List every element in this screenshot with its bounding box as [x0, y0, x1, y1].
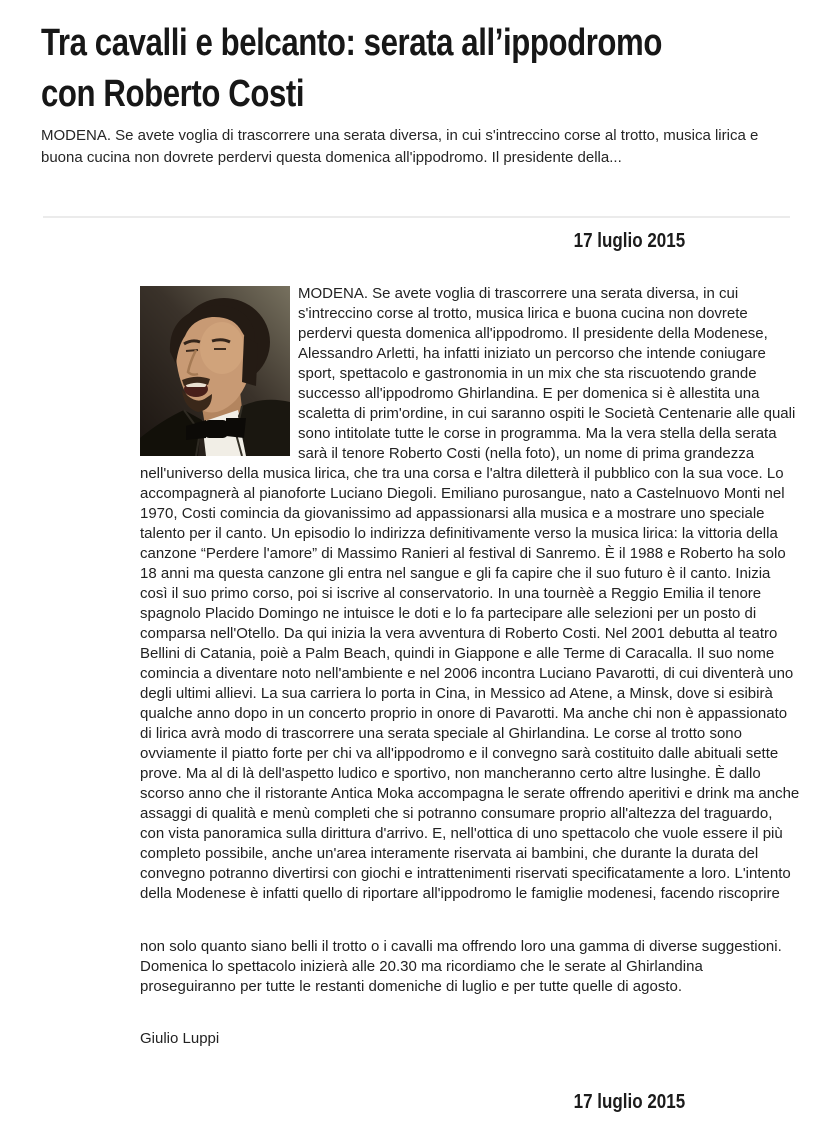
article-date-bottom-row — [0, 1091, 685, 1115]
section-divider — [43, 216, 790, 218]
article-paragraph-2: non solo quanto siano belli il trotto o i cavalli ma offrendo loro una gamma di diverse suggestioni. Domenica lo spettacolo inizierà alle 20.30 ma ricordiamo che le serate al Ghirlandina proseguiranno per tutte le restanti domeniche di luglio e per tutte quelle di agosto. — [140, 938, 782, 995]
roberto-costi-portrait-photo — [140, 286, 290, 456]
article-date-bottom: 17 luglio 2015 — [573, 1091, 685, 1113]
article-date-top-row — [0, 230, 685, 254]
headline-line-2: con Roberto Costi — [41, 73, 305, 115]
article-date-top: 17 luglio 2015 — [573, 230, 685, 252]
author-name: Giulio Luppi — [140, 1030, 220, 1047]
article-body — [140, 284, 800, 1049]
page-title — [0, 0, 823, 120]
article-lede: MODENA. Se avete voglia di trascorrere una serata diversa, in cui s'intreccino corse al trotto, musica lirica e buona cucina non dovrete perdervi questa domenica all'ippodromo. Il presidente della... — [41, 127, 759, 166]
headline-line-1: Tra cavalli e belcanto: serata all’ippodromo — [41, 22, 662, 64]
portrait-photo-graphic — [140, 286, 290, 456]
article-paragraph-1: MODENA. Se avete voglia di trascorrere una serata diversa, in cui s'intreccino corse al trotto, musica lirica e buona cucina non dovrete perdervi questa domenica all'ippodromo. Il presidente della Modenese, Alessandro Arletti, ha infatti iniziato un percorso che intende coniugare sport, spettacolo e gastronomia in un mix che sta riscuotendo grande successo all'ippodromo Ghirlandina. E per domenica si è allestita una scaletta di prim'ordine, in cui saranno ospiti le Società Centenarie alle quali sono intitolate tutte le corse in programma. Ma la vera stella della serata sarà il tenore Roberto Costi (nella foto), un nome di prima grandezza nell'universo della musica lirica, che tra una corsa e l'altra diletterà il pubblico con la sua voce. Lo accompagnerà al pianoforte Luciano Diegoli. Emiliano purosangue, nato a Castelnuovo Monti nel 1970, Costi comincia da giovanissimo ad appassionarsi alla musica e a mostrare uno speciale talento per il canto. Un episodio lo indirizza definitivamente verso la musica lirica: la vittoria della canzone “Perdere l'amore” di Massimo Ranieri al festival di Sanremo. È il 1988 e Roberto ha solo 18 anni ma questa canzone gli entra nel sangue e gli fa capire che il suo futuro è il canto. Inizia così il suo primo corso, poi si iscrive al conservatorio. In una tournèè a Reggio Emilia il tenore spagnolo Placido Domingo ne intuisce le doti e lo fa partecipare alle selezioni per un posto di comparsa nell'Otello. Da qui inizia la vera avventura di Roberto Costi. Nel 2001 debutta al teatro Bellini di Catania, poiè a Palm Beach, quindi in Giappone e alle Terme di Caracalla. Il suo nome comincia a diventare noto nell'ambiente e nel 2006 incontra Luciano Pavarotti, di cui diventerà uno degli ultimi allievi. La sua carriera lo porta in Cina, in Messico ad Atene, a Minsk, dove si esibirà qualche anno dopo in un concerto proprio in onore di Pavarotti. Ma anche chi non è appassionato di lirica avrà modo di trascorrere una serata speciale al Ghirlandina. Le corse al trotto sono ovviamente il piatto forte per chi va all'ippodromo e il convegno sarà costituito dalle abituali sette prove. Ma al di là dell'aspetto ludico e sportivo, non mancheranno certo altre lusinghe. È dallo scorso anno che il ristorante Antica Moka accompagna le serate offrendo aperitivi e drink ma anche assaggi di qualità e menù completi che si potranno consumare proprio all'altezza del traguardo, con vista panoramica sulla dirittura d'arrivo. E, nell'ottica di uno spettacolo che vuole essere il più completo possibile, anche un'area interamente riservata ai bambini, che durante la durata del convegno potranno divertirsi con giochi e intrattenimenti riservati specificatamente a loro. L'intento della Modenese è infatti quello di riportare all'ippodromo le famiglie modenesi, facendo riscoprire — [140, 285, 800, 902]
